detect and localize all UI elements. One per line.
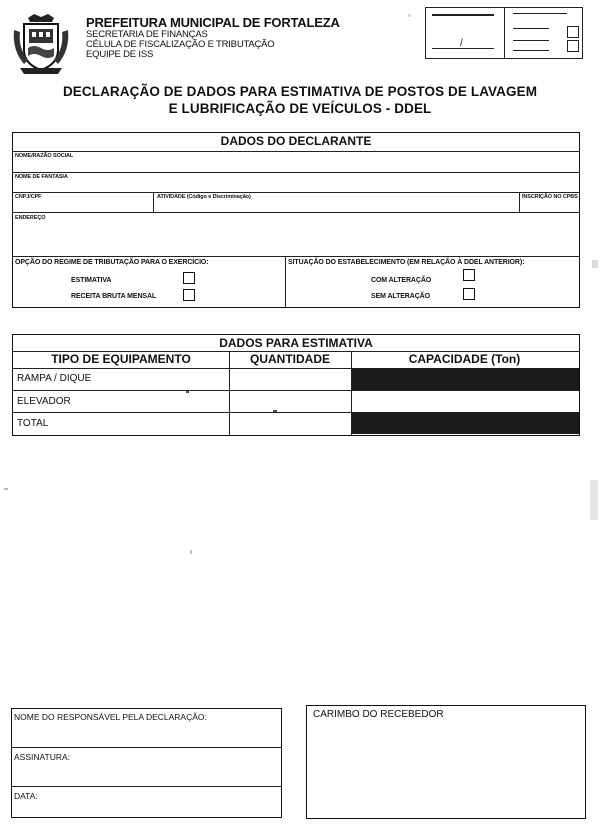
checkbox-com-alteracao[interactable] xyxy=(463,269,475,281)
table-row xyxy=(13,412,578,434)
situacao-option-label-sem: SEM ALTERAÇÃO xyxy=(371,293,430,300)
field-assinatura[interactable]: ASSINATURA: xyxy=(14,752,71,762)
field-atividade[interactable]: ATIVIDADE (Código e Discriminação) xyxy=(157,194,251,200)
protocol-inner xyxy=(504,8,582,58)
declarante-section xyxy=(12,132,580,308)
cell-name: CÉLULA DE FISCALIZAÇÃO E TRIBUTAÇÃO xyxy=(86,38,275,50)
checkbox-sem-alteracao[interactable] xyxy=(463,288,475,300)
estimativa-heading: DADOS PARA ESTIMATIVA xyxy=(219,336,373,350)
row-label-rampa: RAMPA / DIQUE xyxy=(17,373,92,384)
estimativa-section xyxy=(12,334,580,436)
capacidade-input-elevador[interactable] xyxy=(352,390,578,412)
field-nome-responsavel[interactable]: NOME DO RESPONSÁVEL PELA DECLARAÇÃO: xyxy=(14,712,207,722)
scan-speck xyxy=(592,260,598,268)
quantidade-input-elevador[interactable] xyxy=(230,390,351,412)
secretariat-name: SECRETARIA DE FINANÇAS xyxy=(86,28,208,40)
table-row xyxy=(13,368,578,390)
header-block xyxy=(86,16,340,60)
row-label-total: TOTAL xyxy=(17,418,49,429)
capacidade-shaded-rampa xyxy=(352,368,579,390)
regime-option-label-estimativa: ESTIMATIVA xyxy=(71,277,112,284)
capacidade-shaded-total xyxy=(352,412,579,434)
coat-of-arms-seal xyxy=(10,12,72,76)
regime-option-label-receita: RECEITA BRUTA MENSAL xyxy=(71,293,157,300)
checkbox-receita-bruta-mensal[interactable] xyxy=(183,289,195,301)
table-row xyxy=(13,390,578,412)
protocol-mark: / xyxy=(460,38,463,49)
scan-speck xyxy=(408,14,411,17)
declarante-heading: DADOS DO DECLARANTE xyxy=(220,134,372,148)
situacao-heading: SITUAÇÃO DO ESTABELECIMENTO (EM RELAÇÃO À DDEL ANTERIOR): xyxy=(288,259,525,266)
checkbox-estimativa[interactable] xyxy=(183,272,195,284)
column-header-capacidade: CAPACIDADE (Ton) xyxy=(408,352,521,366)
municipality-name: PREFEITURA MUNICIPAL DE FORTALEZA xyxy=(86,15,340,30)
scan-speck xyxy=(186,390,189,393)
field-endereco[interactable]: ENDEREÇO xyxy=(15,215,46,221)
field-inscricao[interactable]: INSCRIÇÃO NO CPBS xyxy=(522,194,578,200)
form-title-line1: DECLARAÇÃO DE DADOS PARA ESTIMATIVA DE POSTOS DE LAVAGEM xyxy=(62,84,538,99)
row-label-elevador: ELEVADOR xyxy=(17,396,71,407)
situacao-option-label-com: COM ALTERAÇÃO xyxy=(371,277,432,284)
column-header-tipo: TIPO DE EQUIPAMENTO xyxy=(51,352,191,366)
scan-speck xyxy=(190,550,192,554)
quantidade-input-rampa[interactable] xyxy=(230,368,351,390)
form-title xyxy=(20,84,580,118)
regime-heading: OPÇÃO DO REGIME DE TRIBUTAÇÃO PARA O EXERCÍCIO: xyxy=(15,259,209,266)
field-nome-fantasia[interactable]: NOME DE FANTASIA xyxy=(15,174,68,180)
protocol-box xyxy=(425,7,583,59)
protocol-line xyxy=(432,14,494,16)
field-nome-razao[interactable]: NOME/RAZÃO SOCIAL xyxy=(15,153,74,159)
carimbo-label: CARIMBO DO RECEBEDOR xyxy=(313,709,444,720)
scan-speck xyxy=(273,410,277,413)
form-title-line2: E LUBRIFICAÇÃO DE VEÍCULOS - DDEL xyxy=(168,100,432,116)
protocol-line xyxy=(432,48,494,49)
field-cnpj-cpf[interactable]: CNPJ/CPF xyxy=(15,194,42,200)
responsavel-section xyxy=(11,708,282,818)
quantidade-input-total[interactable] xyxy=(230,412,351,434)
field-data[interactable]: DATA: xyxy=(14,791,38,801)
carimbo-section xyxy=(306,705,586,819)
scan-speck xyxy=(590,480,598,520)
scan-speck xyxy=(4,488,8,490)
column-header-quantidade: QUANTIDADE xyxy=(250,352,330,366)
team-name: EQUIPE DE ISS xyxy=(86,48,154,60)
